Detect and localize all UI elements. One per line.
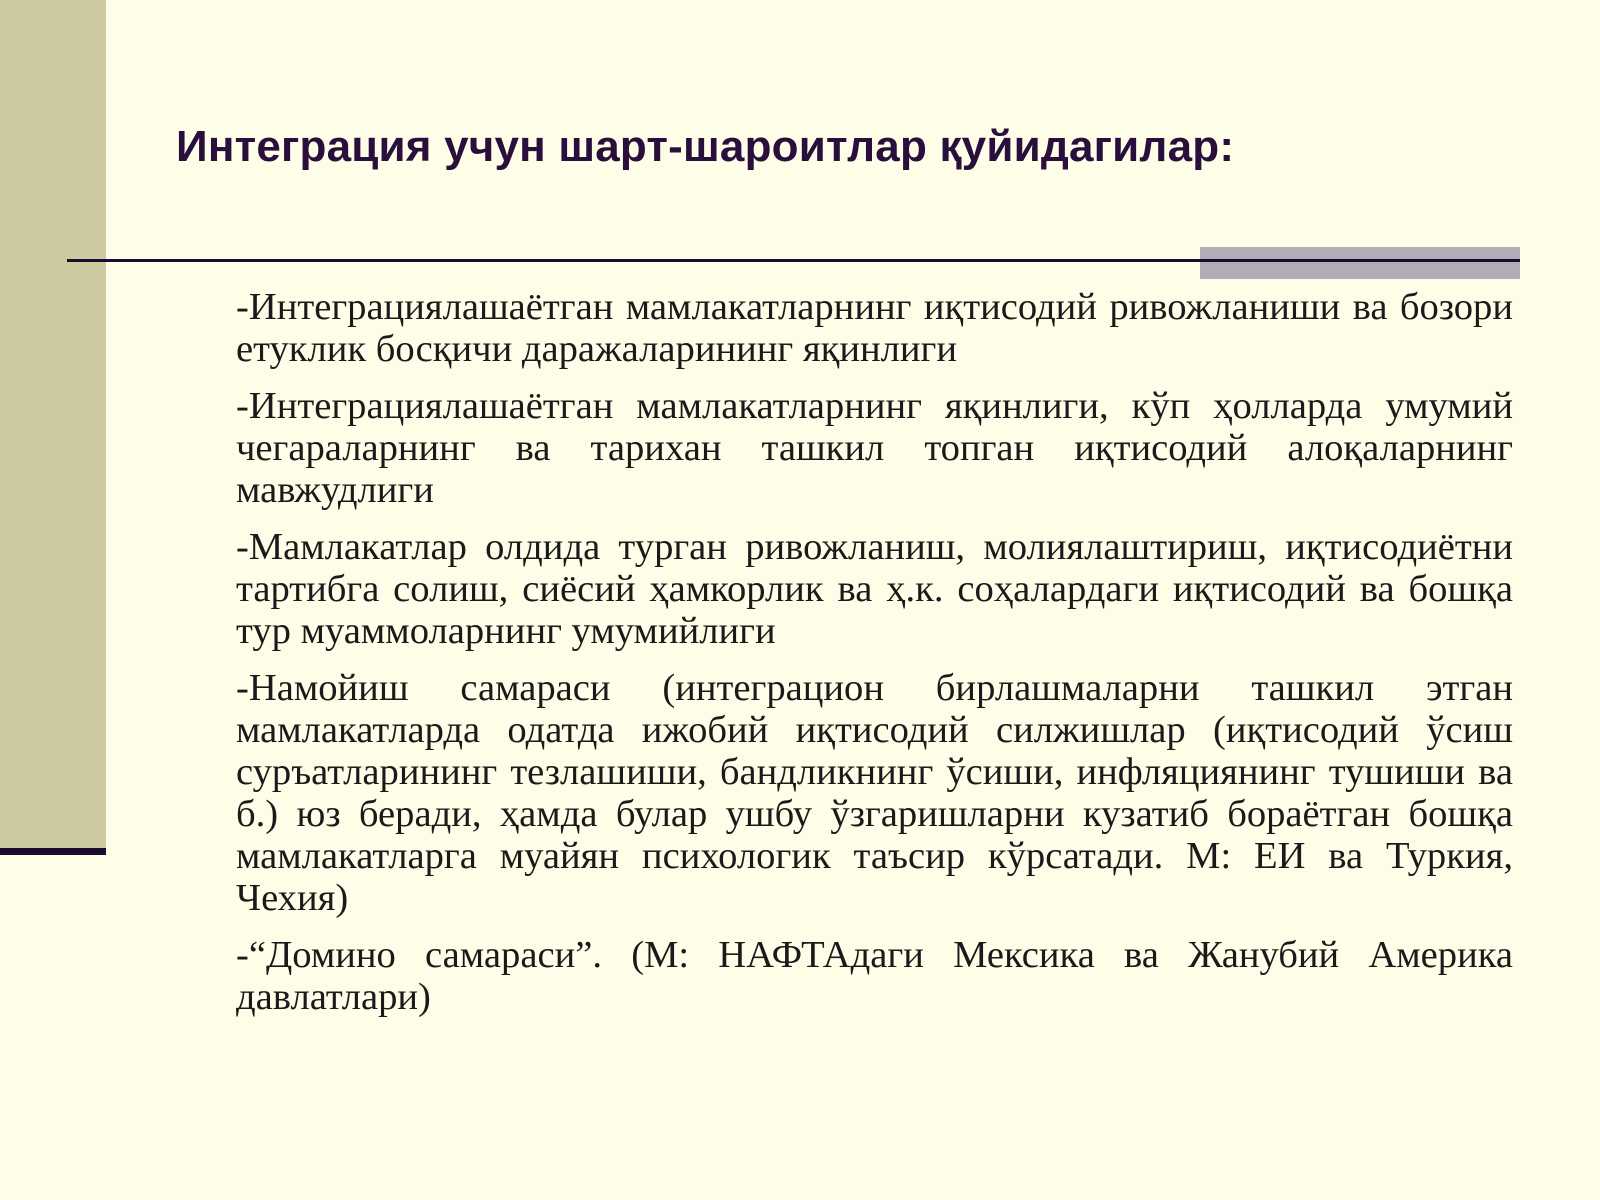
list-item: -Намойиш самараси (интеграцион бирлашмаларни ташкил этган мамлакатларда одатда ижобий иқтисодий силжишлар (иқтисодий ўсиш суръатларининг тезлашиши, бандликнинг ўсиши, инфляциянинг тушиши ва б.) юз беради, ҳамда булар ушбу ўзгаришларни кузатиб бораётган бошқа мамлакатларга муайян психологик таъсир кўрсатади. М: ЕИ ва Туркия, Чехия)	[236, 667, 1513, 919]
list-item: -“Домино самараси”. (М: НАФТАдаги Мексика ва Жанубий Америка давлатлари)	[236, 934, 1513, 1018]
slide-title: Интеграция учун шарт-шароитлар қуйидагилар:	[176, 122, 1235, 171]
list-item: -Интеграциялашаётган мамлакатларнинг иқтисодий ривожланиши ва бозори етуклик босқичи даражаларининг яқинлиги	[236, 286, 1513, 370]
title-divider-line	[67, 259, 1520, 262]
slide-body	[236, 286, 1513, 1033]
left-decorative-bar	[0, 0, 106, 848]
title-accent-block	[1200, 247, 1520, 279]
list-item: -Мамлакатлар олдида турган ривожланиш, молиялаштириш, иқтисодиётни тартибга солиш, сиёсий ҳамкорлик ва ҳ.к. соҳалардаги иқтисодий ва бошқа тур муаммоларнинг умумийлиги	[236, 526, 1513, 652]
list-item: -Интеграциялашаётган мамлакатларнинг яқинлиги, кўп ҳолларда умумий чегараларнинг ва тарихан ташкил топган иқтисодий алоқаларнинг мавжудлиги	[236, 385, 1513, 511]
left-bar-base-line	[0, 848, 106, 855]
